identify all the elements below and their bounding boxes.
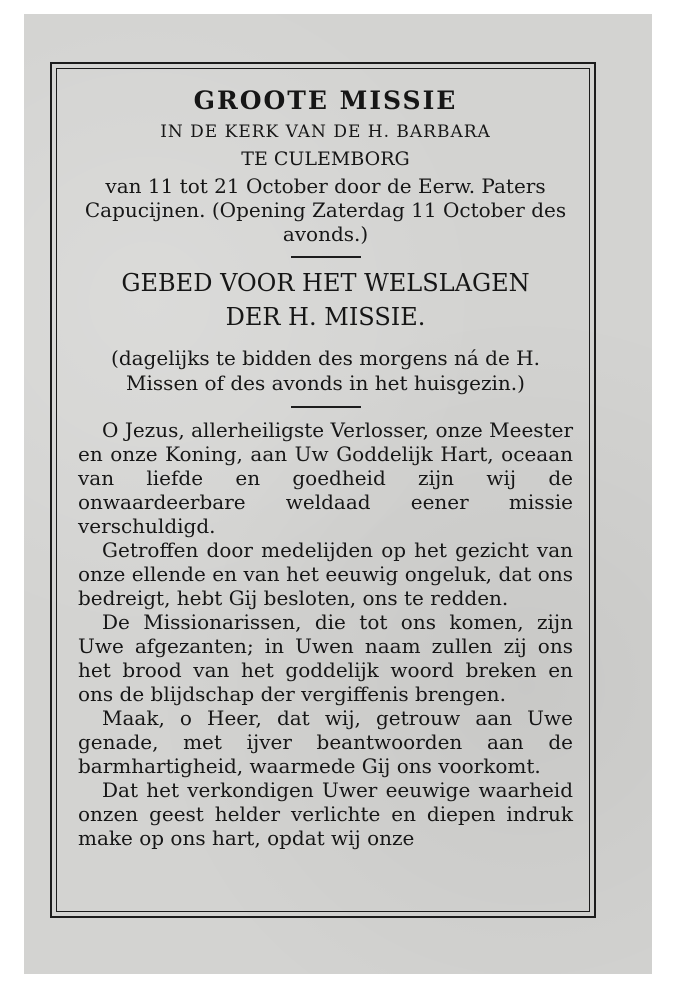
prayer-title-line-1: GEBED VOOR HET WELSLAGEN <box>121 269 530 297</box>
prayer-paragraph: Maak, o Heer, dat wij, getrouw aan Uwe genade, met ijver beantwoorden aan de barmhartigheid, waarmede Gij ons voorkomt. <box>78 706 573 778</box>
mission-dates: van 11 tot 21 October door de Eerw. Paters Capucijnen. (Opening Zaterdag 11 October des avonds.) <box>84 174 567 246</box>
card-content <box>78 80 573 850</box>
divider <box>291 406 361 408</box>
prayer-instruction: (dagelijks te bidden des morgens ná de H. Missen of des avonds in het huisgezin.) <box>111 346 540 395</box>
prayer-paragraph: Dat het verkondigen Uwer eeuwige waarheid onzen geest helder verlichte en diepen indruk make op ons hart, opdat wij onze <box>78 778 573 850</box>
prayer-paragraph: De Missionarissen, die tot ons komen, zijn Uwe afgezanten; in Uwen naam zullen zij ons het brood van het goddelijk woord breken en ons de blijdschap der vergiffenis brengen. <box>78 610 573 706</box>
prayer-title-line-2: DER H. MISSIE. <box>225 303 426 331</box>
mission-title: GROOTE MISSIE <box>193 86 458 115</box>
prayer-paragraph: Getroffen door medelijden op het gezicht van onze ellende en van het eeuwig ongeluk, dat ons bedreigt, hebt Gij besloten, ons te redden. <box>78 538 573 610</box>
place-name: TE CULEMBORG <box>241 148 410 170</box>
divider <box>291 256 361 258</box>
prayer-body <box>78 418 573 850</box>
prayer-paragraph: O Jezus, allerheiligste Verlosser, onze Meester en onze Koning, aan Uw Goddelijk Hart, oceaan van liefde en goedheid zijn wij de onwaardeerbare weldaad eener missie verschuldigd. <box>78 418 573 538</box>
church-name: IN DE KERK VAN DE H. BARBARA <box>160 122 491 142</box>
